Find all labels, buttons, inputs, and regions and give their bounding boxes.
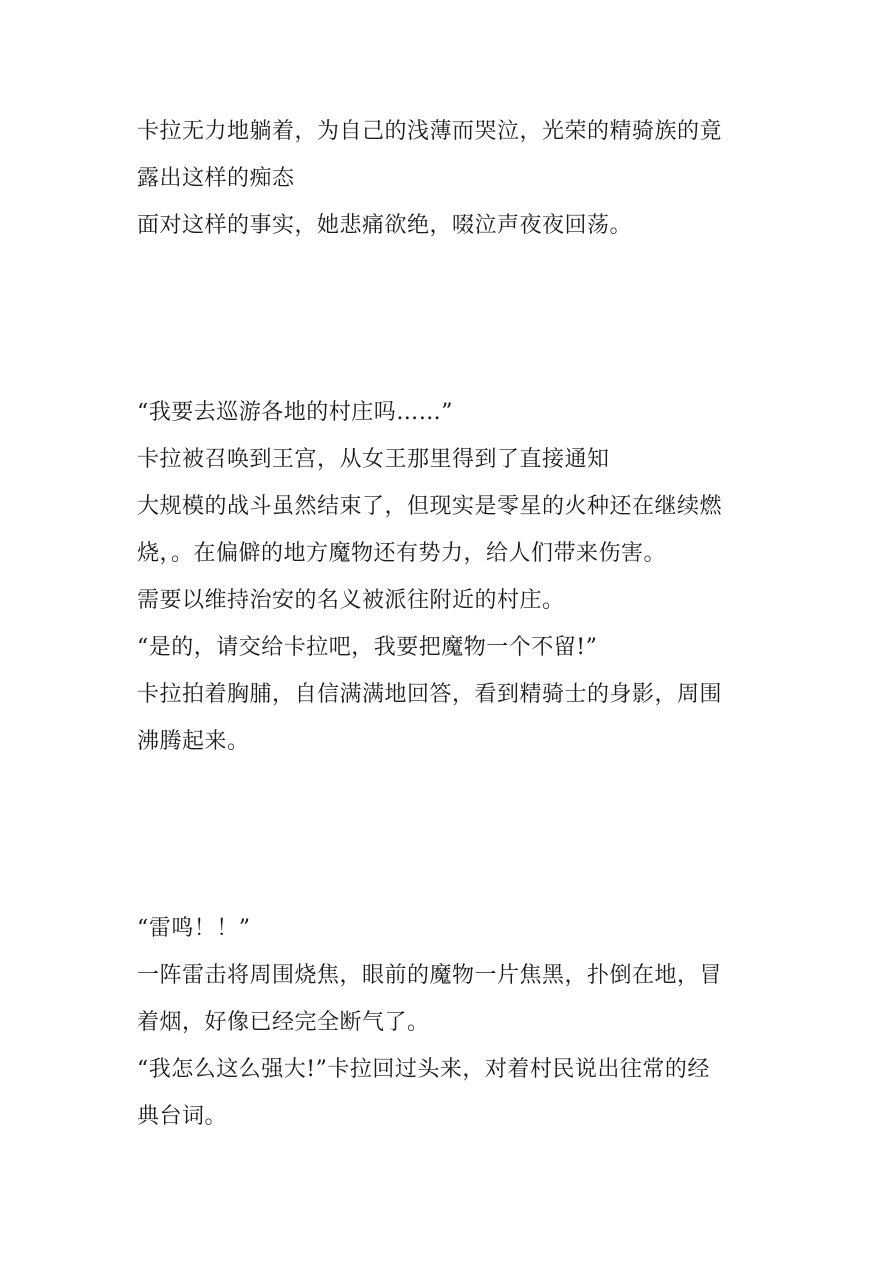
paragraph-line: 卡拉无力地躺着，为自己的浅薄而哭泣，光荣的精骑族的竟 <box>137 119 723 144</box>
dialogue-line: “雷鸣！！” <box>137 916 251 941</box>
paragraph-line: 露出这样的痴态 <box>137 166 295 191</box>
dialogue-line: “我要去巡游各地的村庄吗……” <box>137 400 453 425</box>
paragraph-line: 需要以维持治安的名义被派往附近的村庄。 <box>137 588 565 613</box>
paragraph-line: 卡拉被召唤到王宫，从女王那里得到了直接通知 <box>137 447 610 472</box>
paragraph-line: 大规模的战斗虽然结束了，但现实是零星的火种还在继续燃 <box>137 494 723 519</box>
paragraph-line: 一阵雷击将周围烧焦，眼前的魔物一片焦黑，扑倒在地，冒 <box>137 963 723 988</box>
paragraph-line: 沸腾起来。 <box>137 729 250 754</box>
paragraph-line: 典台词。 <box>137 1104 228 1129</box>
paragraph-line: 面对这样的事实，她悲痛欲绝，啜泣声夜夜回荡。 <box>137 213 633 238</box>
dialogue-line: “我怎么这么强大!”卡拉回过头来，对着村民说出往常的经 <box>137 1057 710 1082</box>
paragraph-line: 烧，。在偏僻的地方魔物还有势力，给人们带来伤害。 <box>137 541 667 566</box>
paragraph-line: 卡拉拍着胸脯，自信满满地回答，看到精骑士的身影，周围 <box>137 682 723 707</box>
paragraph-line: 着烟，好像已经完全断气了。 <box>137 1010 430 1035</box>
dialogue-line: “是的，请交给卡拉吧，我要把魔物一个不留!” <box>137 635 598 660</box>
